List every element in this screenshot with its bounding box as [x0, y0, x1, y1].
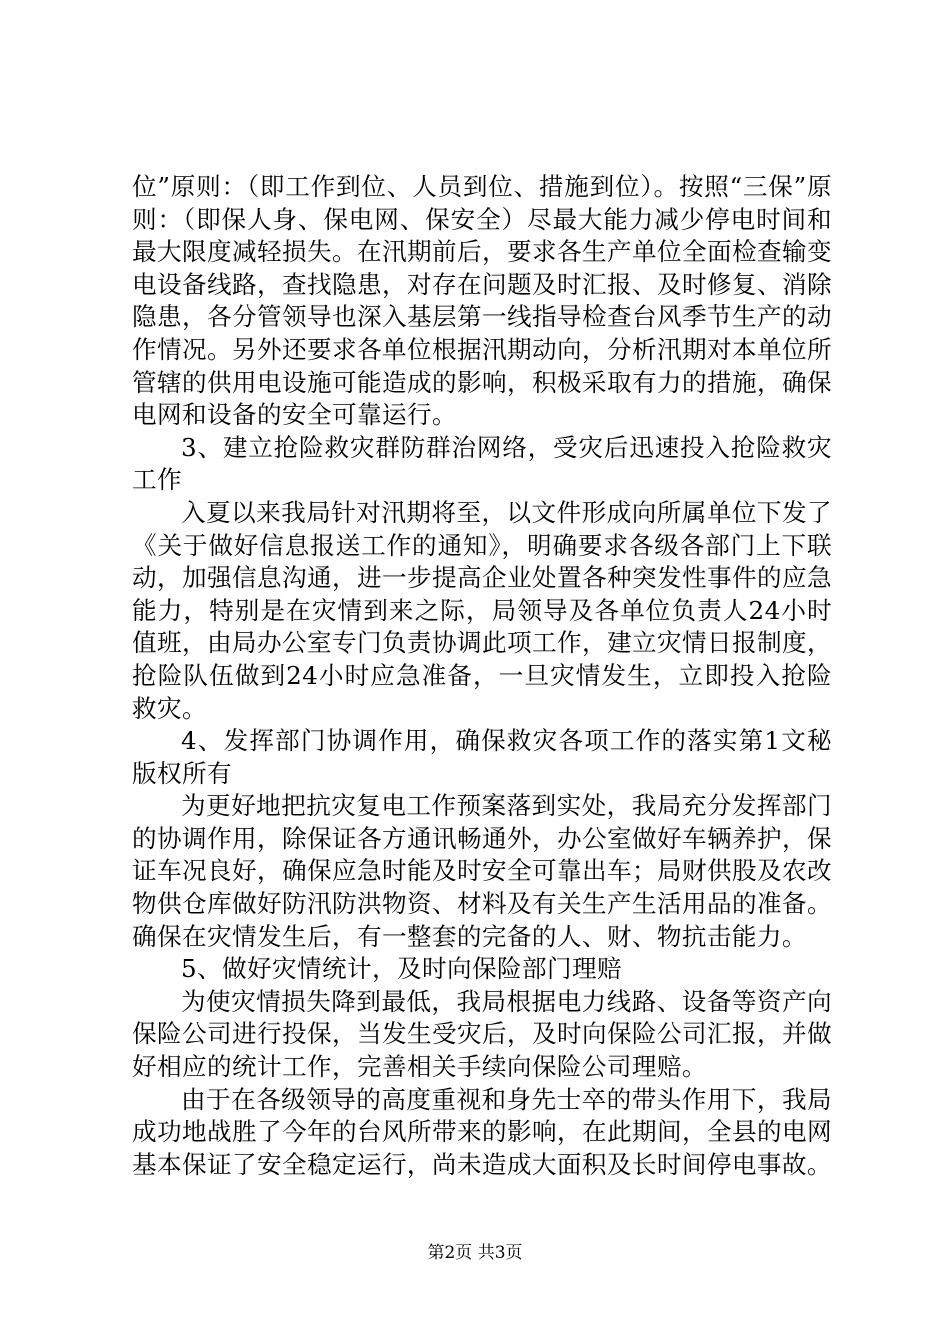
paragraph-section-5: 为使灾情损失降到最低，我局根据电力线路、设备等资产向保险公司进行投保，当发生受灾后，及时向保险公司汇报，并做好相应的统计工作，完善相关手续向保险公司理赔。	[132, 986, 832, 1082]
section-heading-3: 3、建立抢险救灾群防群治网络，受灾后迅速投入抢险救灾工作	[132, 432, 832, 495]
paragraph-section-4: 为更好地把抗灾复电工作预案落到实处，我局充分发挥部门的协调作用，除保证各方通讯畅通外，办公室做好车辆养护，保证车况良好，确保应急时能及时安全可靠出车；局财供股及农改物供仓库做好防汛防洪物资、材料及有关生产生活用品的准备。确保在灾情发生后，有一整套的完备的人、财、物抗击能力。	[132, 791, 832, 951]
paragraph-continuation: 位”原则：（即工作到位、人员到位、措施到位）。按照“三保”原则：（即保人身、保电网、保安全）尽最大能力减少停电时间和最大限度减轻损失。在汛期前后，要求各生产单位全面检查输变电设备线路，查找隐患，对存在问题及时汇报、及时修复、消除隐患，各分管领导也深入基层第一线指导检查台风季节生产的动作情况。另外还要求各单位根据汛期动向，分析汛期对本单位所管辖的供用电设施可能造成的影响，积极采取有力的措施，确保电网和设备的安全可靠运行。	[132, 172, 832, 430]
page-number: 第2页 共3页	[427, 1243, 523, 1263]
section-heading-5: 5、做好灾情统计，及时向保险部门理赔	[181, 954, 622, 984]
document-body	[132, 171, 832, 1181]
paragraph-section-3: 入夏以来我局针对汛期将至，以文件形成向所属单位下发了《关于做好信息报送工作的通知》，明确要求各级各部门上下联动，加强信息沟通，进一步提高企业处置各种突发性事件的应急能力，特别是在灾情到来之际，局领导及各单位负责人24小时值班，由局办公室专门负责协调此项工作，建立灾情日报制度，抢险队伍做到24小时应急准备，一旦灾情发生，立即投入抢险救灾。	[132, 497, 832, 723]
section-heading-4: 4、发挥部门协调作用，确保救灾各项工作的落实第1文秘版权所有	[132, 726, 832, 788]
paragraph-conclusion: 由于在各级领导的高度重视和身先士卒的带头作用下，我局成功地战胜了今年的台风所带来的影响，在此期间，全县的电网基本保证了安全稳定运行，尚未造成大面积及长时间停电事故。	[132, 1084, 832, 1179]
page-footer	[0, 1243, 950, 1263]
